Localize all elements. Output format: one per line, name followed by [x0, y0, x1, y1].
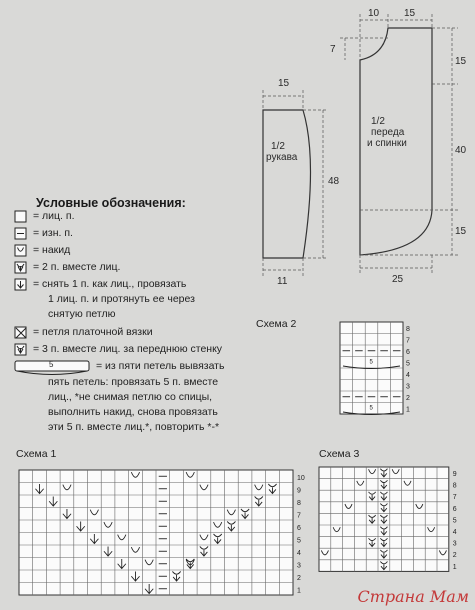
body-label-front: переда [371, 127, 405, 138]
body-armhole-height: 15 [455, 56, 467, 67]
five-text-line2: пять петель: провязать 5 п. вместе [48, 376, 219, 388]
body-side-height: 40 [455, 145, 467, 156]
scheme2-five-number: 5 [369, 359, 373, 366]
five-text-line1: = из пяти петель вывязать [96, 360, 225, 372]
body-label-back: и спинки [367, 138, 407, 149]
body-bottom-width: 25 [392, 274, 404, 285]
five-symbol-number: 5 [49, 360, 54, 369]
scheme3-row-number: 6 [452, 505, 457, 513]
scheme3-row-number: 8 [452, 482, 457, 490]
scheme2-row-number: 3 [406, 383, 410, 391]
scheme2-row-number: 1 [406, 406, 410, 414]
legend-item-skp-cont1: 1 лиц. п. и протянуть ее через [48, 293, 195, 305]
scheme3-row-number: 1 [452, 563, 457, 571]
sleeve-label-name: рукава [266, 152, 298, 163]
body-neck-width: 10 [368, 8, 380, 19]
scheme3-row-number: 9 [452, 471, 457, 479]
scheme3-row-number: 4 [452, 529, 457, 537]
body-label-fraction: 1/2 [371, 116, 385, 127]
legend-item-skp-cont2: снятую петлю [48, 308, 116, 320]
legend-title: Условные обозначения: [36, 196, 186, 210]
scheme1-row-number: 4 [297, 549, 301, 557]
scheme2-row-number: 7 [406, 337, 410, 345]
scheme2-row-number: 4 [406, 371, 410, 379]
body-neck-depth: 7 [330, 44, 336, 55]
sleeve-height: 48 [328, 176, 340, 187]
scheme2-row-number: 6 [406, 348, 410, 356]
scheme1-row-number: 8 [297, 499, 301, 507]
sleeve-top-width: 15 [278, 78, 290, 89]
scheme2-title: Схема 2 [256, 318, 297, 330]
scheme1-row-number: 6 [297, 524, 301, 532]
five-text-line5: эти 5 п. вместе лиц.*, повторить *-* [48, 421, 220, 433]
scheme1-row-number: 9 [297, 487, 301, 495]
sleeve-bottom-width: 11 [277, 276, 288, 287]
scheme3-row-number: 3 [452, 540, 457, 548]
scheme1-row-number: 5 [297, 537, 301, 545]
body-lower-height: 15 [455, 226, 467, 237]
scheme1-row-number: 3 [297, 562, 301, 570]
body-shoulder-width: 15 [404, 8, 416, 19]
scheme3-row-number: 2 [452, 552, 457, 560]
scheme1-row-number: 7 [297, 512, 301, 520]
scheme3-row-number: 7 [452, 494, 457, 502]
scheme2-row-number: 5 [406, 360, 410, 368]
five-text-line3: лиц., *не снимая петлю со спицы, [48, 391, 213, 403]
scheme1-row-number: 10 [297, 474, 305, 482]
scheme3-row-number: 5 [452, 517, 457, 525]
five-text-line4: выполнить накид, снова провязать [48, 406, 218, 418]
watermark-text: Страна Мам [357, 587, 469, 606]
scheme2-five-number: 5 [369, 405, 373, 412]
sleeve-label-fraction: 1/2 [271, 141, 285, 152]
scheme1-row-number: 1 [297, 587, 301, 595]
scheme2-row-number: 8 [406, 325, 410, 333]
scheme1-row-number: 2 [297, 574, 301, 582]
scheme1-title: Схема 1 [16, 448, 57, 460]
scheme2-row-number: 2 [406, 394, 410, 402]
scheme3-title: Схема 3 [319, 448, 360, 460]
